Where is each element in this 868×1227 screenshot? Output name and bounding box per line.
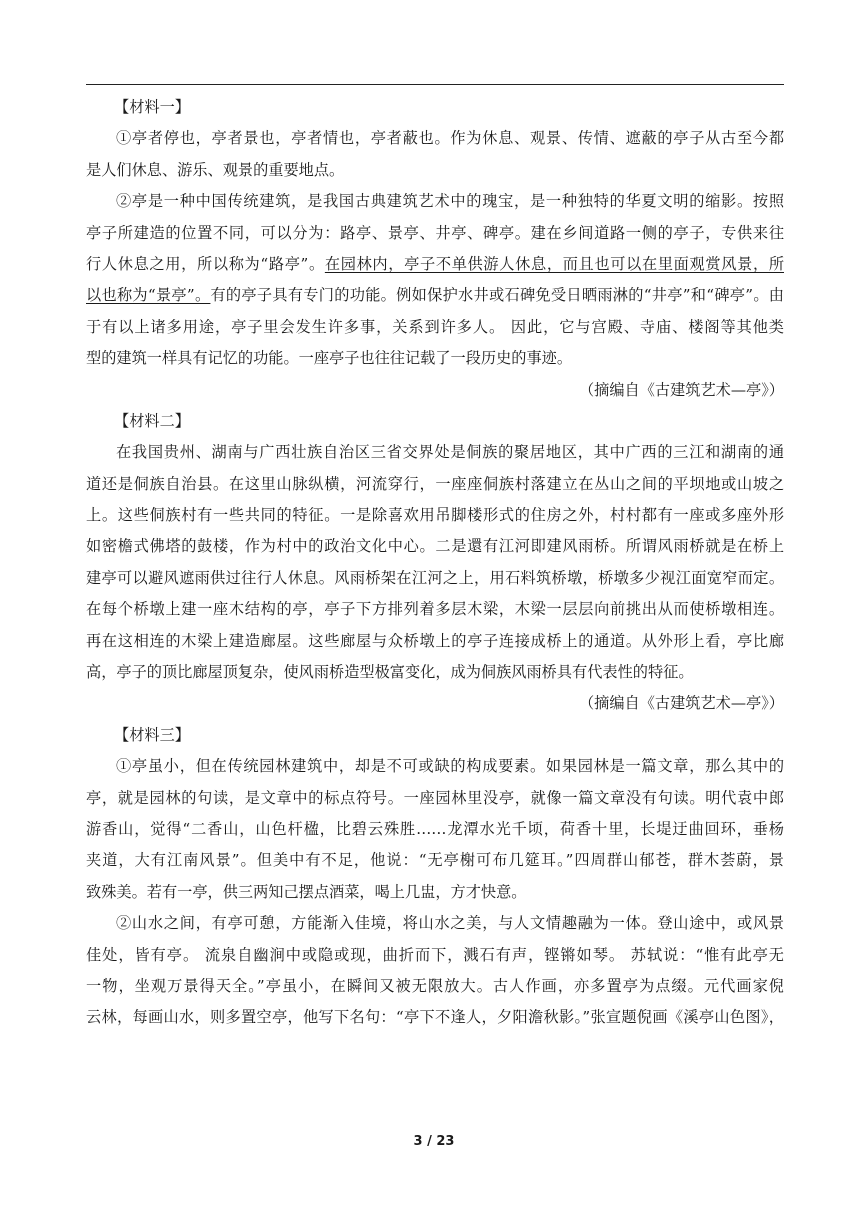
section-heading-1: 【材料一】: [114, 98, 190, 116]
paragraph-line: 云林，每画山水，则多置空亭，他写下名句：“亭下不逢人，夕阳澹秋影。”张宣题倪画《溪亭山色图》，: [86, 1008, 784, 1027]
paragraph-line: 高，亭子的顶比廊屋顶复杂，使风雨桥造型极富变化，成为侗族风雨桥具有代表性的特征。: [86, 663, 694, 682]
paragraph-line: 亭子所建造的位置不同，可以分为：路亭、景亭、井亭、碑亭。建在乡间道路一侧的亭子，专供来往: [86, 223, 784, 242]
section-heading-3: 【材料三】: [114, 725, 190, 744]
paragraph-line: 建亭可以避风遮雨供过往行人休息。风雨桥架在江河之上，用石料筑桥墩，桥墩多少视江面宽窄而定。: [86, 568, 784, 587]
paragraph-line: 型的建筑一样具有记忆的功能。一座亭子也往往记载了一段历史的事迹。: [86, 349, 572, 368]
page-number: 3 / 23: [413, 1134, 455, 1149]
paragraph-line: 致殊美。若有一亭，供三两知己摆点酒菜，喝上几盅，方才快意。: [86, 882, 527, 901]
paragraph-line: 是人们休息、游乐、观景的重要地点。: [86, 160, 345, 179]
paragraph-line: 再在这相连的木梁上建造廊屋。这些廊屋与众桥墩上的亭子连接成桥上的通道。从外形上看，亭比廊: [86, 631, 784, 650]
paragraph-line: [86, 249, 784, 280]
source-citation: （摘编自《古建筑艺术—亭》）: [578, 380, 784, 399]
paragraph-line: ①亭者停也，亭者景也，亭者情也，亭者蔽也。作为休息、观景、传情、遮蔽的亭子从古至今都: [116, 129, 784, 148]
paragraph-line: 夹道，大有江南风景”。但美中有不足，他说：“无亭榭可布几筵耳。”四周群山郁苍，群木荟蔚，景: [86, 851, 784, 870]
text-span: 有的亭子具有专门的功能。例如保护水井或石碑免受日晒雨淋的“井亭”和“碑亭”。由: [210, 286, 784, 305]
paragraph-line: 在我国贵州、湖南与广西壮族自治区三省交界处是侗族的聚居地区，其中广西的三江和湖南的通: [116, 443, 784, 462]
source-citation: （摘编自《古建筑艺术—亭》）: [578, 694, 784, 713]
paragraph-line: 如密檐式佛塔的鼓楼，作为村中的政治文化中心。二是還有江河即建风雨桥。所谓风雨桥就是在桥上: [86, 537, 784, 556]
paragraph-line: 在每个桥墩上建一座木结构的亭，亭子下方排列着多层木梁，木梁一层层向前挑出从而使桥墩相连。: [86, 600, 784, 619]
paragraph-line: 游香山，觉得“二香山，山色杆楹，比碧云殊胜……龙潭水光千顷，荷香十里，长堤迂曲回环，垂杨: [86, 819, 784, 838]
paragraph-line: 道还是侗族自治县。在这里山脉纵横，河流穿行，一座座侗族村落建立在丛山之间的平坝地或山坡之: [86, 474, 784, 493]
paragraph-line: ②亭是一种中国传统建筑，是我国古典建筑艺术中的瑰宝，是一种独特的华夏文明的缩影。按照: [116, 192, 784, 211]
paragraph-line: 一物，坐观万景得天全。”亭虽小，在瞬间又被无限放大。古人作画，亦多置亭为点缀。元代画家倪: [86, 976, 784, 995]
underlined-text: 在园林内，亭子不单供游人休息，而且也可以在里面观赏风景，所: [324, 254, 784, 273]
section-heading-2: 【材料二】: [114, 411, 190, 430]
paragraph-line: 于有以上诸多用途，亭子里会发生许多事，关系到许多人。 因此，它与宫殿、寺庙、楼阁等其他类: [86, 317, 784, 336]
paragraph-line: [86, 280, 784, 311]
paragraph-line: 佳处，皆有亭。 流泉自幽涧中或隐或现，曲折而下，溅石有声，铿锵如琴。 苏轼说：“惟有此亭无: [86, 945, 784, 964]
paragraph-line: 亭，就是园林的句读，是文章中的标点符号。一座园林里没亭，就像一篇文章没有句读。明代袁中郎: [86, 788, 784, 807]
paragraph-line: 上。这些侗族村有一些共同的特征。一是除喜欢用吊脚楼形式的住房之外，村村都有一座或多座外形: [86, 506, 784, 525]
text-span: 行人休息之用，所以称为“路亭”。: [86, 254, 325, 273]
paragraph-line: ①亭虽小，但在传统园林建筑中，却是不可或缺的构成要素。如果园林是一篇文章，那么其中的: [116, 757, 784, 776]
paragraph-line: ②山水之间，有亭可憩，方能渐入佳境，将山水之美，与人文情趣融为一体。登山途中，或风景: [116, 914, 784, 933]
header-rule: [86, 84, 784, 85]
document-body: [86, 92, 784, 1034]
underlined-text: 以也称为“景亭”。: [86, 286, 211, 305]
